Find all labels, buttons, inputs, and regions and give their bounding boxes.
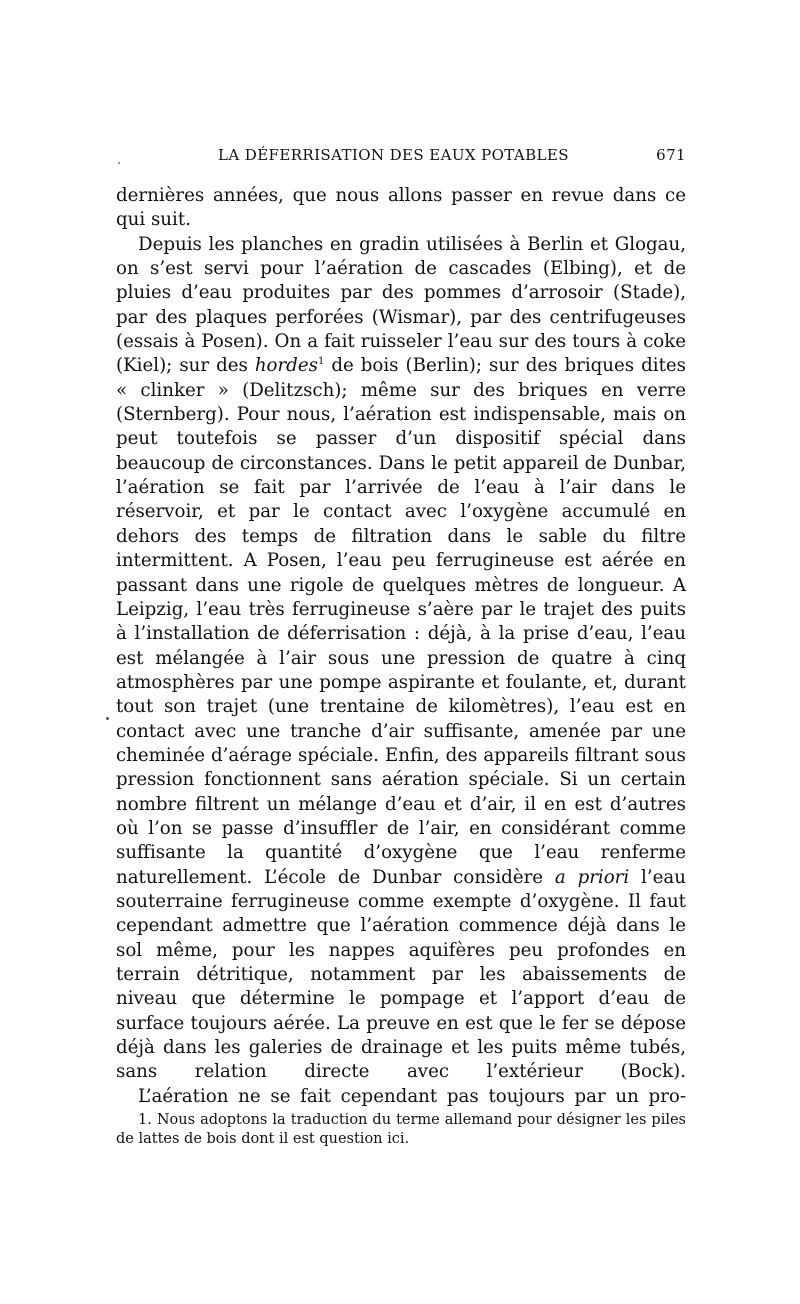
running-title: LA DÉFERRISATION DES EAUX POTABLES [218, 146, 569, 164]
footnote [116, 1111, 686, 1149]
text-run: Depuis les planches en gradin utilisées à Berlin et Glogau, on s’est servi pour l’aération de cascades (Elbing), et de pluies d’eau produites par des pommes d’arrosoir (Stade), par des plaques perforées (Wismar), par des centrifugeuses (essais à Posen). On a fait ruisseler l’eau sur des tours à coke (Kiel); sur des [116, 233, 686, 377]
running-header [116, 146, 686, 170]
text-run: de bois (Berlin); sur des briques dites « clinker » (Delitzsch); même sur des briques en verre (Sternberg). Pour nous, l’aération est indispensable, mais on peut toutefois se passer d’un dispositif spécial dans beaucoup de circonstances. Dans le petit appareil de Dunbar, l’aération se fait par l’arrivée de l’eau à l’air dans le réservoir, et par le contact avec l’oxygène accumulé en dehors des temps de filtration dans le sable du filtre intermittent. A Posen, l’eau peu ferrugineuse est aérée en passant dans une rigole de quelques mètres de longueur. A Leipzig, l’eau très ferrugineuse s’aère par le trajet des puits à l’installation de déferrisation : déjà, à la prise d’eau, l’eau est mélangée à l’air sous une pression de quatre à cinq atmosphères par une pompe aspirante et foulante, et, durant tout son trajet (une trentaine de kilomètres), l’eau est en contact avec une tranche d’air suffisante, amenée par une cheminée d’aérage spéciale. Enfin, des appareils filtrant sous pression fonctionnent sans aération spéciale. Si un certain nombre filtrent un mélange d’eau et d’air, il en est d’autres où l’on se passe d’insuffler de l’air, en considérant comme suffisante la quantité d’oxygène que l’eau renferme naturellement. L’école de Dunbar considère [116, 355, 686, 888]
italic-term: a priori [554, 866, 630, 888]
ink-speck [106, 717, 109, 720]
paragraph-continuation: dernières années, que nous allons passer en revue dans ce qui suit. [116, 185, 686, 231]
paragraph-aeration-methods [116, 233, 686, 1085]
text-run: l’eau souterraine ferrugineuse comme exempte d’oxygène. Il faut cependant admettre que l’aération commence déjà dans le sol même, pour les nappes aquifères peu profondes en terrain détritique, notamment par les abaissements de niveau que détermine le pompage et l’apport d’eau de surface toujours aérée. La preuve en est que le fer se dépose déjà dans les galeries de drainage et les puits même tubés, sans relation directe avec l’extérieur (Bock). [116, 866, 686, 1083]
footnote-marker: 1 [317, 356, 325, 368]
page-number: 671 [656, 146, 686, 164]
footnote-text: 1. Nous adoptons la traduction du terme allemand pour désigner les piles de lattes de bois dont il est question ici. [116, 1112, 686, 1147]
paragraph-next: L’aération ne se fait cependant pas toujours par un pro- [138, 1085, 686, 1107]
body-text [116, 184, 686, 1109]
italic-term: hordes [254, 355, 318, 377]
